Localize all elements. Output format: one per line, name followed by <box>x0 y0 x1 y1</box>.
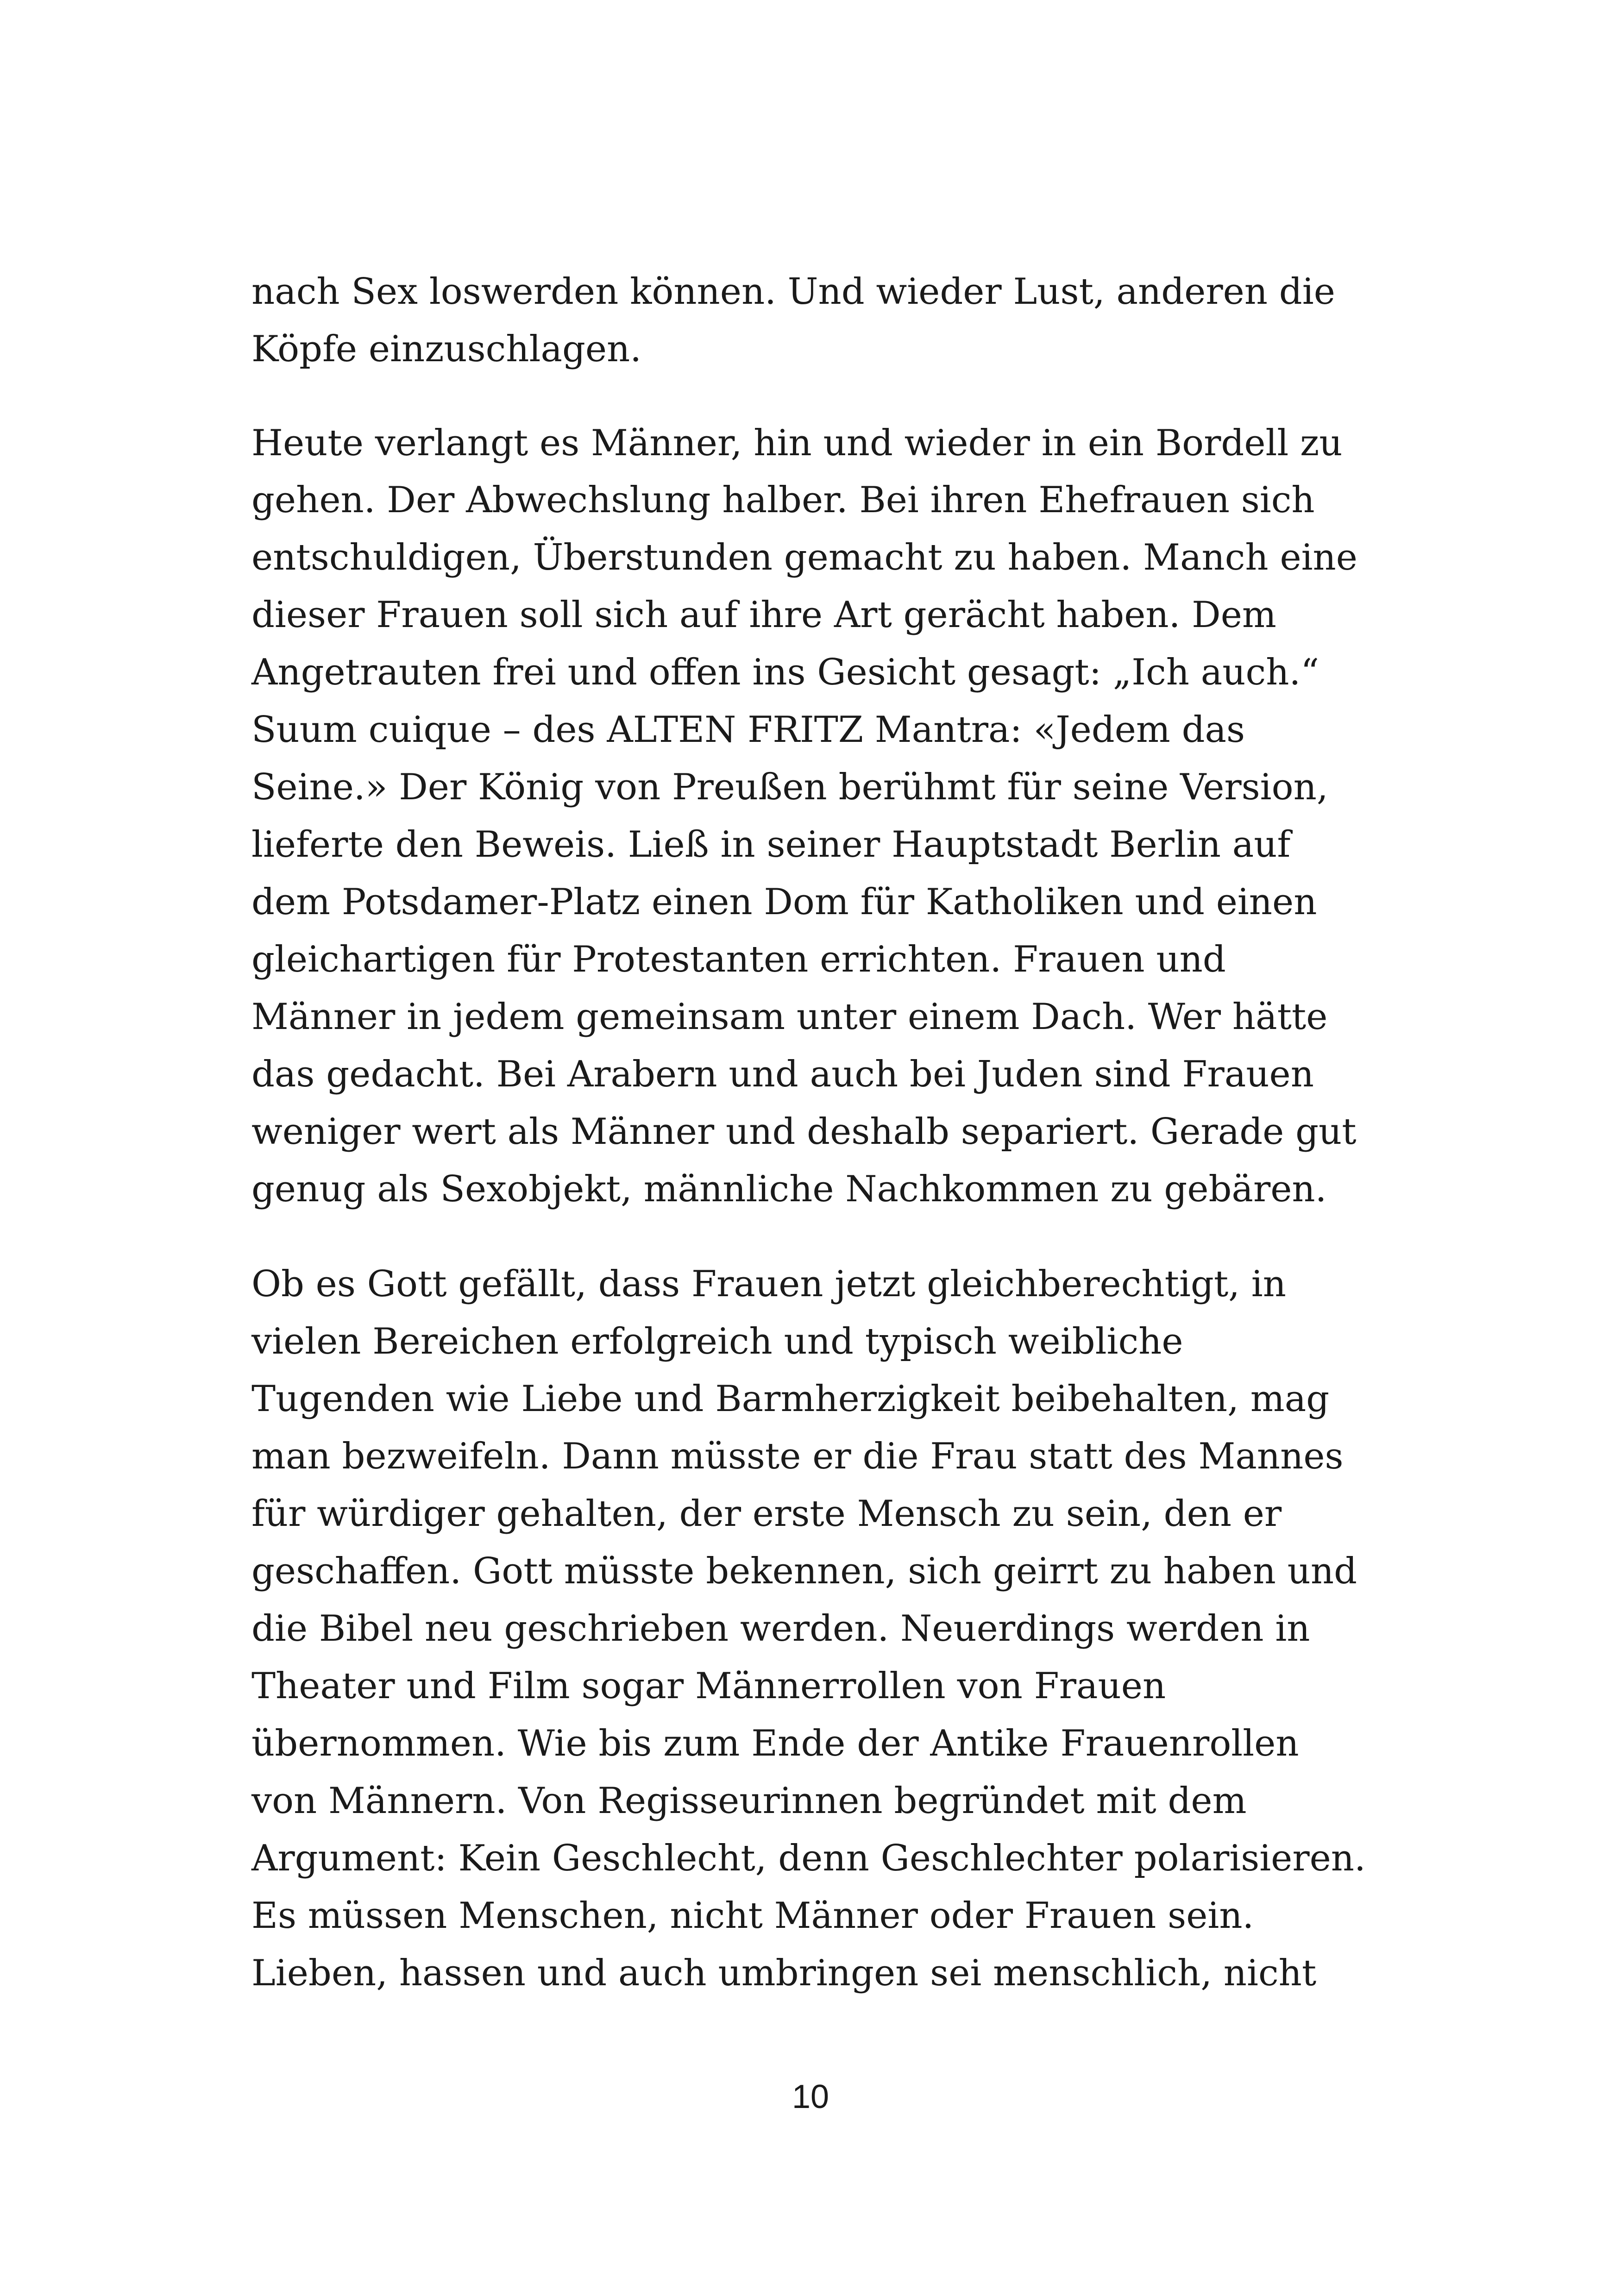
text-line: Ob es Gott gefällt, dass Frauen jetzt gleichberechtigt, in <box>251 1263 1286 1305</box>
text-line: Männer in jedem gemeinsam unter einem Dach. Wer hätte <box>251 996 1328 1038</box>
text-line: Lieben, hassen und auch umbringen sei menschlich, nicht <box>251 1952 1317 1994</box>
text-line: man bezweifeln. Dann müsste er die Frau statt des Mannes <box>251 1436 1344 1477</box>
text-line: vielen Bereichen erfolgreich und typisch weibliche <box>251 1321 1183 1362</box>
text-line: Seine.» Der König von Preußen berühmt für seine Version, <box>251 766 1328 808</box>
text-line: Angetrauten frei und offen ins Gesicht gesagt: „Ich auch.“ <box>251 652 1319 693</box>
text-line: Heute verlangt es Männer, hin und wieder in ein Bordell zu <box>251 422 1343 464</box>
text-line: nach Sex loswerden können. Und wieder Lust, anderen die <box>251 271 1335 313</box>
text-line: die Bibel neu geschrieben werden. Neuerdings werden in <box>251 1608 1310 1650</box>
text-line: Theater und Film sogar Männerrollen von Frauen <box>251 1665 1166 1707</box>
text-line: genug als Sexobjekt, männliche Nachkommen zu gebären. <box>251 1168 1327 1210</box>
text-line: übernommen. Wie bis zum Ende der Antike Frauenrollen <box>251 1723 1299 1764</box>
text-line: lieferte den Beweis. Ließ in seiner Hauptstadt Berlin auf <box>251 824 1291 866</box>
text-line: dieser Frauen soll sich auf ihre Art gerächt haben. Dem <box>251 594 1276 636</box>
text-line: Suum cuique – des ALTEN FRITZ Mantra: «Jedem das <box>251 709 1245 751</box>
text-line: weniger wert als Männer und deshalb separiert. Gerade gut <box>251 1111 1357 1153</box>
text-line: für würdiger gehalten, der erste Mensch zu sein, den er <box>251 1493 1282 1535</box>
text-line: dem Potsdamer-Platz einen Dom für Katholiken und einen <box>251 881 1317 923</box>
text-line: das gedacht. Bei Arabern und auch bei Juden sind Frauen <box>251 1054 1314 1095</box>
text-line: Es müssen Menschen, nicht Männer oder Frauen sein. <box>251 1895 1254 1937</box>
text-line: entschuldigen, Überstunden gemacht zu haben. Manch eine <box>251 537 1357 578</box>
text-line: von Männern. Von Regisseurinnen begründet mit dem <box>251 1780 1247 1822</box>
text-line: geschaffen. Gott müsste bekennen, sich geirrt zu haben und <box>251 1550 1357 1592</box>
text-line: Argument: Kein Geschlecht, denn Geschlechter polarisieren. <box>251 1838 1366 1879</box>
page-number: 10 <box>792 2078 829 2115</box>
text-line: gleichartigen für Protestanten errichten. Frauen und <box>251 939 1226 980</box>
text-line: Köpfe einzuschlagen. <box>251 328 642 370</box>
text-line: gehen. Der Abwechslung halber. Bei ihren Ehefrauen sich <box>251 479 1315 521</box>
text-line: Tugenden wie Liebe und Barmherzigkeit beibehalten, mag <box>251 1378 1330 1420</box>
